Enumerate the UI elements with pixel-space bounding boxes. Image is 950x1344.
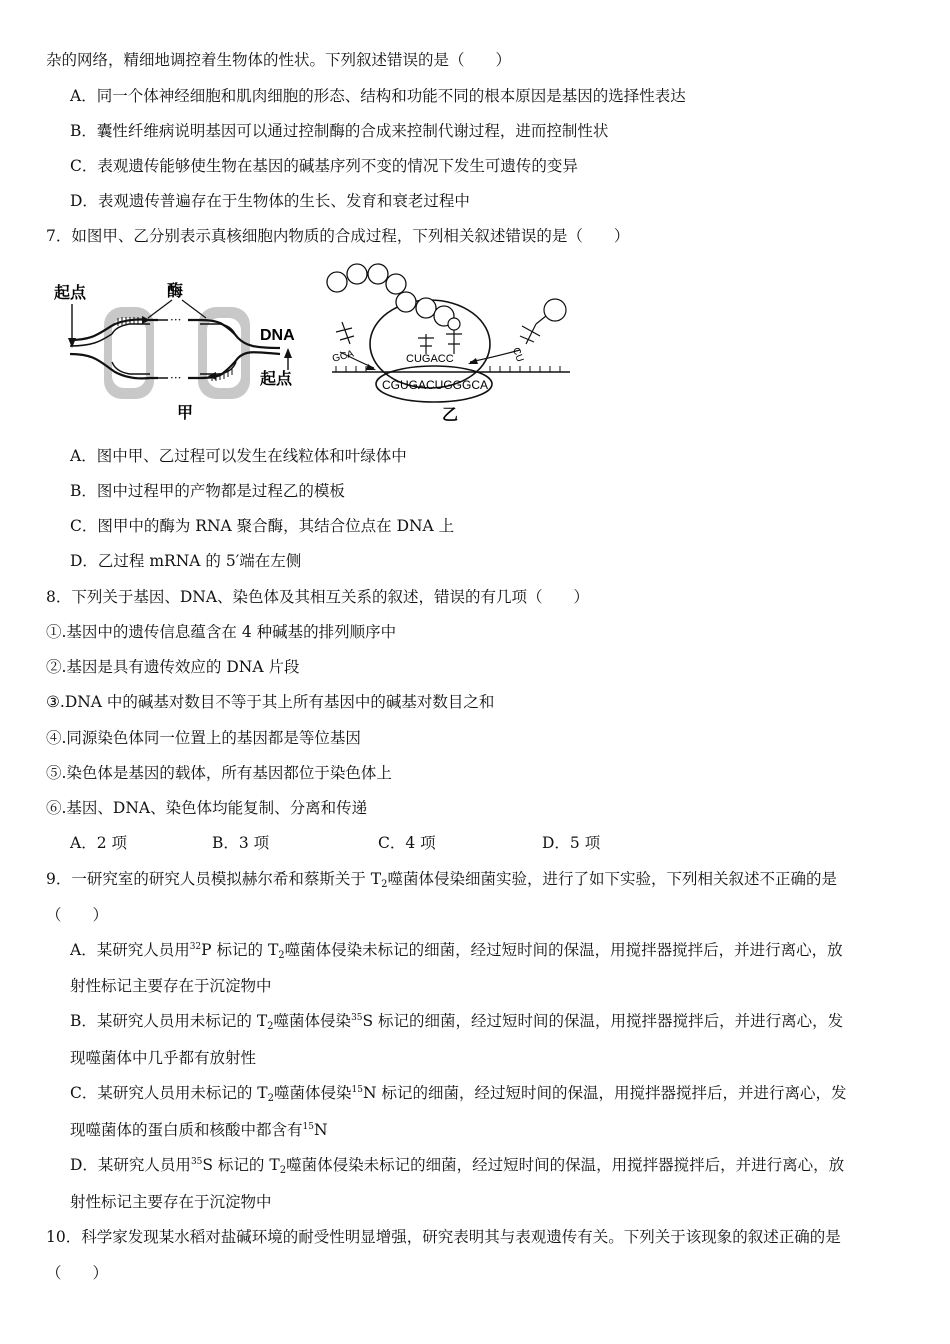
q9-option-d-cont: 射性标记主要存在于沉淀物中 (70, 1193, 272, 1211)
codon-left: GCA (331, 348, 356, 365)
svg-text:···: ··· (170, 313, 182, 327)
q9-option-b-cont: 现噬菌体中几乎都有放射性 (70, 1049, 257, 1067)
figure-yi (327, 264, 570, 424)
q9-paren: （ ） (46, 906, 109, 924)
label-jia: 甲 (177, 403, 194, 422)
q7-option-b: B．图中过程甲的产物都是过程乙的模板 (70, 482, 345, 500)
q6-option-c: C．表观遗传能够使生物在基因的碱基序列不变的情况下发生可遗传的变异 (70, 157, 578, 175)
q8-item-3: ③.DNA 中的碱基对数目不等于其上所有基因中的碱基对数目之和 (46, 693, 495, 711)
q10-stem: 10．科学家发现某水稻对盐碱环境的耐受性明显增强，研究表明其与表观遗传有关。下列关于该现象的叙述正确的是 (46, 1228, 841, 1246)
peptide-chain (327, 264, 454, 326)
q8-option-b: B．3 项 (212, 834, 270, 852)
q8-item-5: ⑤.染色体是基因的载体，所有基因都位于染色体上 (46, 764, 392, 782)
q8-option-d: D．5 项 (542, 834, 601, 852)
q9-option-b: B．某研究人员用未标记的 $T_2$噬菌体侵染$^{35}$S 标记的细菌，经过短时间的保温，用搅拌器搅拌后，并进行离心，发 (70, 1012, 844, 1032)
label-enzyme: 酶 (167, 281, 184, 300)
q8-item-1: ①.基因中的遗传信息蕴含在 4 种碱基的排列顺序中 (46, 623, 397, 641)
q8-item-4: ④.同源染色体同一位置上的基因都是等位基因 (46, 729, 361, 747)
q7-stem: 7．如图甲、乙分别表示真核细胞内物质的合成过程，下列相关叙述错误的是（ ） (46, 227, 630, 245)
q9-option-a-cont: 射性标记主要存在于沉淀物中 (70, 977, 272, 995)
q8-stem: 8．下列关于基因、DNA、染色体及其相互关系的叙述，错误的有几项（ ） (46, 588, 590, 606)
codon-mid: CUGACC (406, 353, 454, 365)
q7-figure (50, 262, 590, 432)
q9-option-a: A．某研究人员用$^{32}$P 标记的 $T_2$噬菌体侵染未标记的细菌，经过短时间的保温，用搅拌器搅拌后，并进行离心，放 (70, 941, 843, 961)
q6-stem-tail: 杂的网络，精细地调控着生物体的性状。下列叙述错误的是（ ） (46, 51, 512, 69)
q6-option-a: A．同一个体神经细胞和肌肉细胞的形态、结构和功能不同的根本原因是基因的选择性表达 (70, 87, 686, 105)
codon-right: CU (509, 346, 526, 364)
q7-option-c: C．图甲中的酶为 RNA 聚合酶，其结合位点在 DNA 上 (70, 517, 455, 535)
label-origin-right: 起点 (260, 369, 293, 388)
q6-option-d: D．表观遗传普遍存在于生物体的生长、发育和衰老过程中 (70, 192, 470, 210)
q8-option-c: C．4 项 (378, 834, 436, 852)
label-origin-left: 起点 (54, 283, 87, 302)
q8-option-a: A．2 项 (70, 834, 127, 852)
q9-option-c-cont: 现噬菌体的蛋白质和核酸中都含有$^{15}$N (70, 1121, 328, 1139)
q9-stem: 9．一研究室的研究人员模拟赫尔希和蔡斯关于 $T_2$噬菌体侵染细菌实验，进行了如下实验，下列相关叙述不正确的是 (46, 870, 838, 890)
figure-jia (54, 281, 295, 422)
q8-item-2: ②.基因是具有遗传效应的 DNA 片段 (46, 658, 300, 676)
svg-text:···: ··· (170, 371, 182, 385)
label-yi: 乙 (442, 405, 459, 424)
q7-option-a: A．图中甲、乙过程可以发生在线粒体和叶绿体中 (70, 447, 407, 465)
q9-option-c: C．某研究人员用未标记的 $T_2$噬菌体侵染$^{15}$N 标记的细菌，经过短时间的保温，用搅拌器搅拌后，并进行离心，发 (70, 1084, 847, 1104)
mrna-sequence: CGUGACUGGGCA (382, 378, 489, 392)
q10-paren: （ ） (46, 1264, 109, 1282)
q6-option-b: B．囊性纤维病说明基因可以通过控制酶的合成来控制代谢过程，进而控制性状 (70, 122, 609, 140)
label-dna: DNA (260, 327, 295, 344)
q7-option-d: D．乙过程 mRNA 的 5′端在左侧 (70, 552, 302, 570)
q9-option-d: D．某研究人员用$^{35}$S 标记的 $T_2$噬菌体侵染未标记的细菌，经过短时间的保温，用搅拌器搅拌后，并进行离心，放 (70, 1156, 845, 1176)
q8-item-6: ⑥.基因、DNA、染色体均能复制、分离和传递 (46, 799, 368, 817)
